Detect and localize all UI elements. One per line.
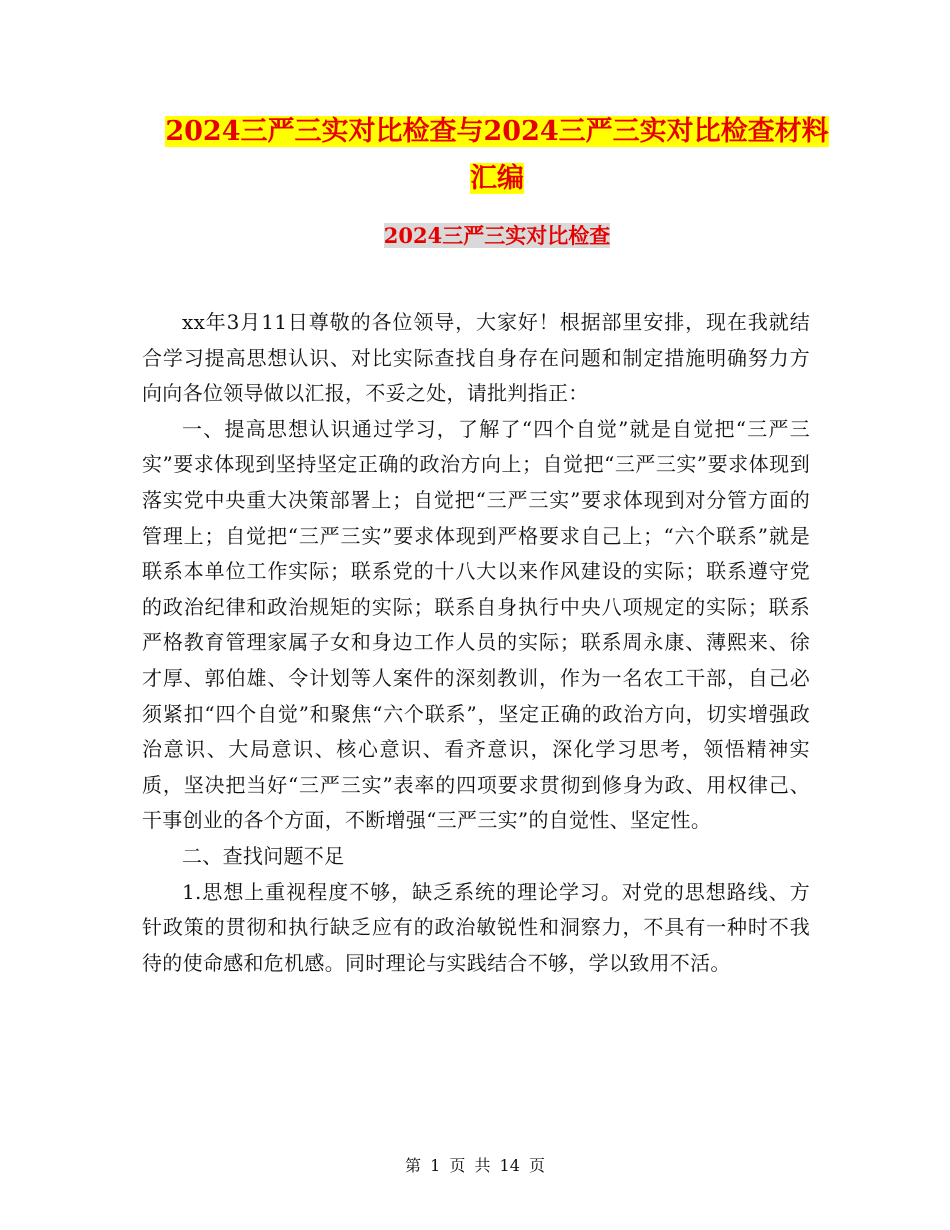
body-paragraph-item-1: 1.思想上重视程度不够，缺乏系统的理论学习。对党的思想路线、方针政策的贯彻和执行缺乏应有的政治敏锐性和洞察力，不具有一种时不我待的使命感和危机感。同时理论与实践结合不够，学以致用不活。 [142,879,810,975]
document-title-line-2: 汇编 [470,163,524,194]
document-title [140,108,854,202]
section-title-text: 2024三严三实对比检查 [383,223,611,248]
document-body [142,305,810,981]
body-paragraph-section-1: 一、提高思想认识通过学习，了解了“四个自觉”就是自觉把“三严三实”要求体现到坚持坚定正确的政治方向上；自觉把“三严三实”要求体现到落实党中央重大决策部署上；自觉把“三严三实”要求体现到对分管方面的管理上；自觉把“三严三实”要求体现到严格要求自己上；“六个联系”就是联系本单位工作实际；联系党的十八大以来作风建设的实际；联系遵守党的政治纪律和政治规矩的实际；联系自身执行中央八项规定的实际；联系严格教育管理家属子女和身边工作人员的实际；联系周永康、薄熙来、徐才厚、郭伯雄、令计划等人案件的深刻教训，作为一名农工干部，自己必须紧扣“四个自觉”和聚焦“六个联系”，坚定正确的政治方向，切实增强政治意识、大局意识、核心意识、看齐意识，深化学习思考，领悟精神实质，坚决把当好“三严三实”表率的四项要求贯彻到修身为政、用权律己、干事创业的各个方面，不断增强“三严三实”的自觉性、坚定性。 [142,416,810,833]
body-paragraph-section-2-heading: 二、查找问题不足 [182,843,345,868]
page-footer: 第 1 页 共 14 页 [405,1156,545,1175]
document-title-line-1: 2024三严三实对比检查与2024三严三实对比检查材料 [165,116,829,147]
body-paragraph-intro: xx年3月11日尊敬的各位领导，大家好！根据部里安排，现在我就结合学习提高思想认识、对比实际查找自身存在问题和制定措施明确努力方向向各位领导做以汇报，不妥之处，请批判指正： [142,310,810,406]
section-title [140,216,854,256]
